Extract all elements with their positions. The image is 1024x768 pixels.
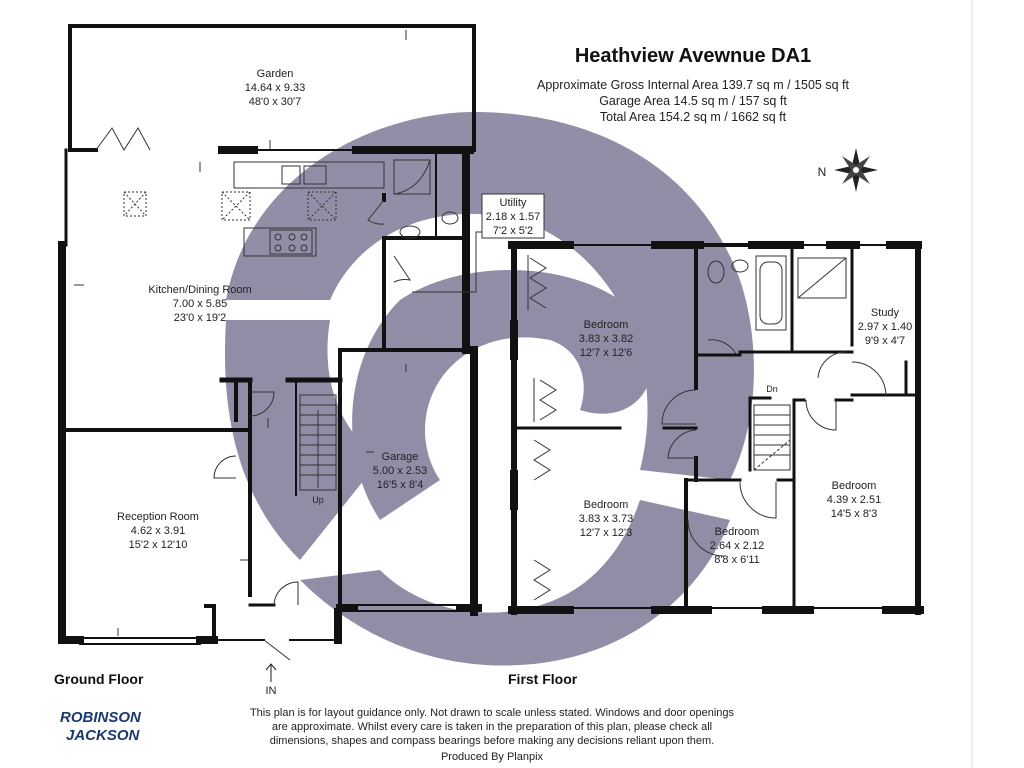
logo-line2: JACKSON: [66, 727, 140, 744]
room-bedroom-4: [827, 480, 881, 520]
room-reception: [117, 511, 199, 551]
page-title: Heathview Avewnue DA1: [574, 45, 812, 67]
room-name: Reception Room: [117, 511, 199, 523]
area-line-3: Total Area 154.2 sq m / 1662 sq ft: [599, 110, 787, 124]
area-line-2: Garage Area 14.5 sq m / 157 sq ft: [599, 94, 787, 108]
room-kitchen: [148, 284, 251, 324]
room-name: Bedroom: [583, 319, 629, 331]
room-imperial: 12'7 x 12'3: [579, 527, 633, 539]
room-name: Utility: [499, 197, 527, 209]
disclaimer-line-1: This plan is for layout guidance only. Not drawn to scale unless stated. Windows and door openings: [249, 707, 735, 719]
room-imperial: 23'0 x 19'2: [173, 312, 227, 324]
compass-icon: [834, 148, 878, 192]
room-imperial: 12'7 x 12'6: [579, 347, 633, 359]
room-metric: 7.00 x 5.85: [172, 298, 228, 310]
room-imperial: 7'2 x 5'2: [492, 225, 534, 237]
room-metric: 2.18 x 1.57: [485, 211, 541, 223]
stairs-down-label: Dn: [766, 384, 778, 394]
ground-floor-label: Ground Floor: [54, 671, 144, 687]
room-metric: 3.83 x 3.82: [578, 333, 634, 345]
room-name: Bedroom: [831, 480, 877, 492]
room-study: [858, 307, 912, 347]
room-imperial: 15'2 x 12'10: [128, 539, 188, 551]
room-bedroom-2: [579, 499, 633, 539]
room-metric: 4.62 x 3.91: [130, 525, 186, 537]
logo-line1: ROBINSON: [60, 709, 141, 726]
entrance-arrow-icon: [266, 664, 276, 682]
area-line-1: Approximate Gross Internal Area 139.7 sq m / 1505 sq ft: [537, 78, 849, 92]
room-metric: 2.64 x 2.12: [709, 540, 765, 552]
producer-credit: Produced By Planpix: [440, 751, 544, 763]
room-metric: 4.39 x 2.51: [826, 494, 882, 506]
room-name: Bedroom: [714, 526, 760, 538]
disclaimer-line-2: are approximate. Whilst every care is taken in the preparation of this plan, please check all: [271, 721, 713, 733]
logo: [60, 709, 142, 744]
room-imperial: 14'5 x 8'3: [830, 508, 878, 520]
room-imperial: 16'5 x 8'4: [376, 479, 424, 491]
room-name: Bedroom: [583, 499, 629, 511]
room-bedroom-1: [579, 319, 633, 359]
room-imperial: 48'0 x 30'7: [248, 96, 302, 108]
room-metric: 2.97 x 1.40: [857, 321, 913, 333]
room-metric: 14.64 x 9.33: [244, 82, 306, 94]
compass-label: N: [817, 165, 827, 179]
room-garden: [245, 68, 306, 108]
first-floor-label: First Floor: [508, 671, 578, 687]
stairs-up-label: Up: [312, 495, 324, 505]
room-metric: 3.83 x 3.73: [578, 513, 634, 525]
room-imperial: 9'9 x 4'7: [864, 335, 906, 347]
room-name: Garden: [256, 68, 294, 80]
room-name: Kitchen/Dining Room: [148, 284, 252, 296]
room-bedroom-3: [710, 526, 764, 566]
entrance-label: IN: [265, 685, 277, 697]
room-metric: 5.00 x 2.53: [372, 465, 428, 477]
room-name: Study: [870, 307, 900, 319]
disclaimer-line-3: dimensions, shapes and compass bearings before making any decisions reliant upon them.: [269, 735, 715, 747]
disclaimer: [250, 707, 735, 763]
room-name: Garage: [381, 451, 419, 463]
room-imperial: 8'8 x 6'11: [714, 554, 760, 566]
